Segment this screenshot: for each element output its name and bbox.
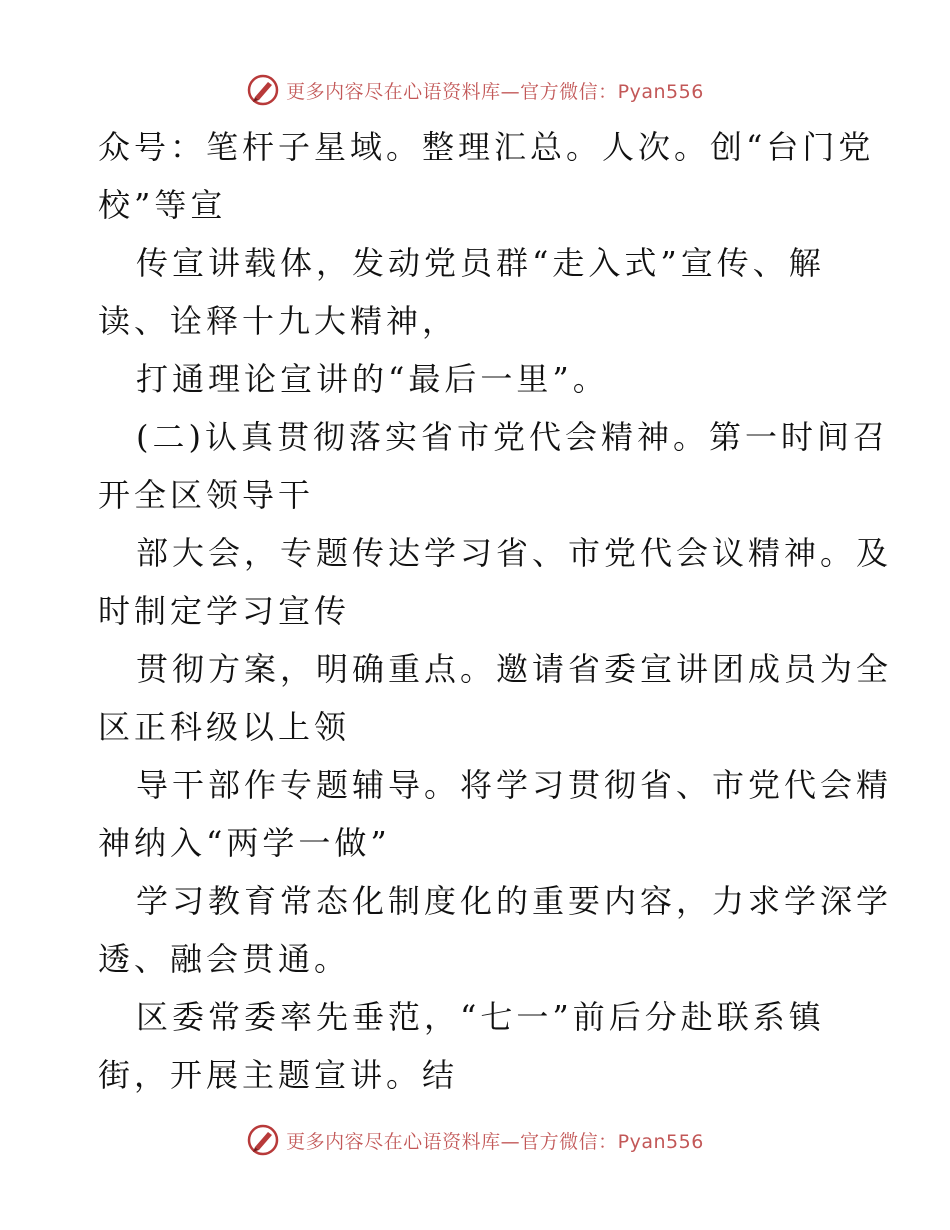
- text-line: 神纳入“两学一做”: [98, 824, 391, 862]
- text-line: 打通理论宣讲的“最后一里”。: [136, 360, 609, 398]
- text-line: 开全区领导干: [98, 476, 315, 514]
- pen-logo-icon: [246, 73, 280, 107]
- text-line: 导干部作专题辅导。将学习贯彻省、市党代会精: [136, 766, 893, 804]
- watermark-text: 更多内容尽在心语资料库—官方微信：Pyan556: [286, 1130, 704, 1153]
- text-line: 众号：笔杆子星域。整理汇总。人次。创“台门党: [98, 128, 875, 166]
- text-line: 区委常委率先垂范，“七一”前后分赴联系镇: [136, 998, 825, 1036]
- text-line: (二)认真贯彻落实省市党代会精神。第一时间召: [136, 418, 889, 456]
- text-line: 校”等宣: [98, 186, 227, 224]
- text-line: 读、诠释十九大精神，: [98, 302, 459, 340]
- text-line: 区正科级以上领: [98, 708, 351, 746]
- header-watermark-banner: [0, 70, 950, 110]
- text-line: 贯彻方案，明确重点。邀请省委宣讲团成员为全: [136, 650, 893, 688]
- document-body: [98, 118, 893, 1104]
- footer-watermark-banner: [0, 1120, 950, 1160]
- text-line: 透、融会贯通。: [98, 940, 351, 978]
- text-line: 传宣讲载体，发动党员群“走入式”宣传、解: [136, 244, 825, 282]
- pen-logo-icon: [246, 1123, 280, 1157]
- text-line: 街，开展主题宣讲。结: [98, 1056, 459, 1094]
- text-line: 时制定学习宣传: [98, 592, 351, 630]
- text-line: 学习教育常态化制度化的重要内容，力求学深学: [136, 882, 893, 920]
- watermark-text: 更多内容尽在心语资料库—官方微信：Pyan556: [286, 80, 704, 103]
- text-line: 部大会，专题传达学习省、市党代会议精神。及: [136, 534, 893, 572]
